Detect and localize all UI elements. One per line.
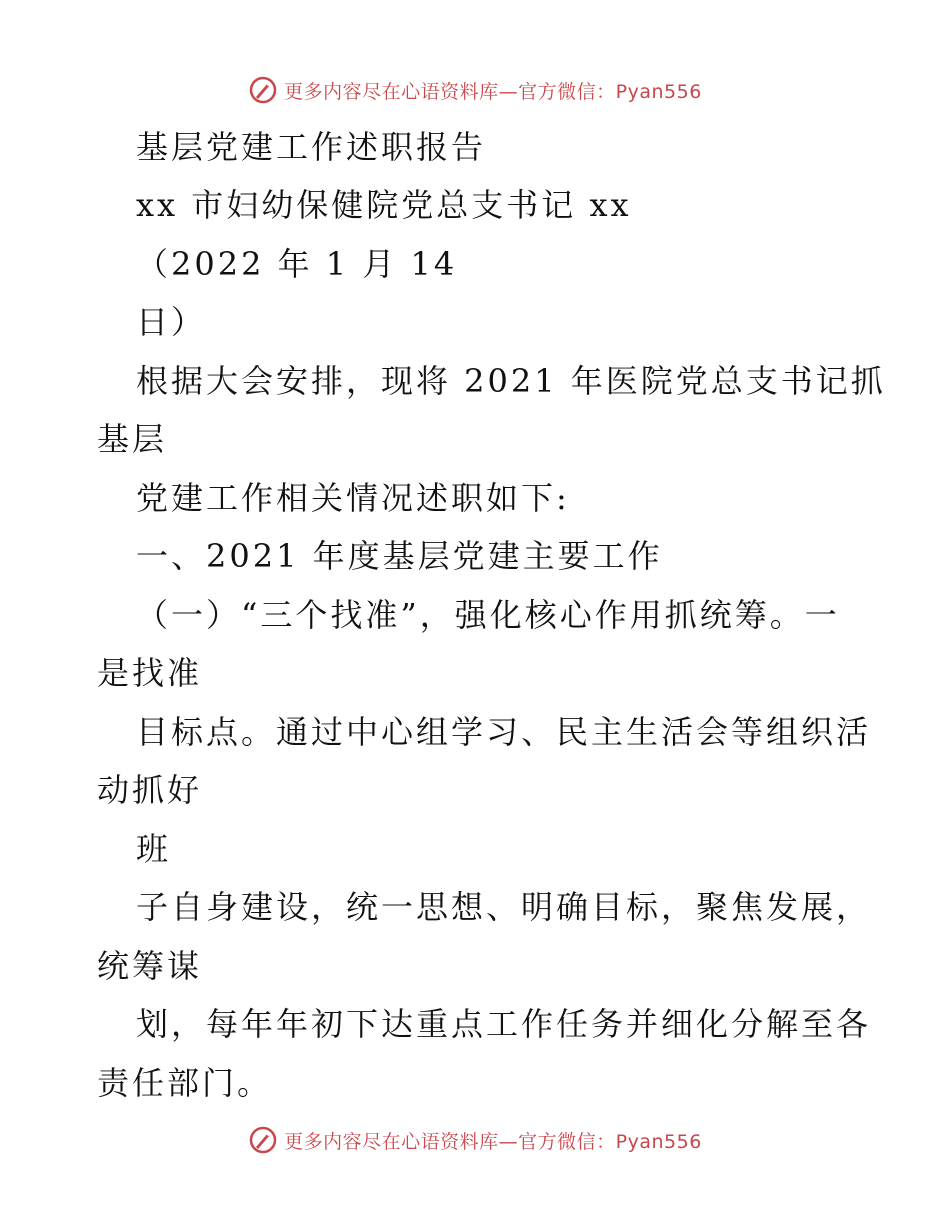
body-line: 基层 [97,420,168,458]
watermark-text: 更多内容尽在心语资料库—官方微信：Pyan556 [284,1130,702,1153]
body-line: 班 [136,830,172,868]
body-line: 根据大会安排，现将 2021 年医院党总支书记抓 [136,362,886,400]
body-line: 党建工作相关情况述职如下: [136,479,570,517]
subsection-line: （一）“三个找准”，强化核心作用抓统筹。一 [136,596,840,634]
date-line: （2022 年 1 月 14 [136,245,458,283]
author-line: xx 市妇幼保健院党总支书记 xx [136,186,632,224]
date-line-cont: 日） [136,303,207,341]
watermark-text: 更多内容尽在心语资料库—官方微信：Pyan556 [284,80,702,103]
section-heading: 一、2021 年度基层党建主要工作 [136,537,663,575]
footer-watermark [0,1120,950,1160]
body-line: 动抓好 [97,771,203,809]
body-line: 是找准 [97,654,203,692]
document-title: 基层党建工作述职报告 [136,128,487,166]
body-line: 子自身建设，统一思想、明确目标，聚焦发展， [136,888,872,926]
body-line: 划，每年年初下达重点工作任务并细化分解至各 [136,1005,872,1043]
quill-pen-circle-icon [248,1125,278,1155]
body-line: 目标点。通过中心组学习、民主生活会等组织活 [136,713,872,751]
body-line: 责任部门。 [97,1064,273,1102]
body-line: 统筹谋 [97,947,203,985]
